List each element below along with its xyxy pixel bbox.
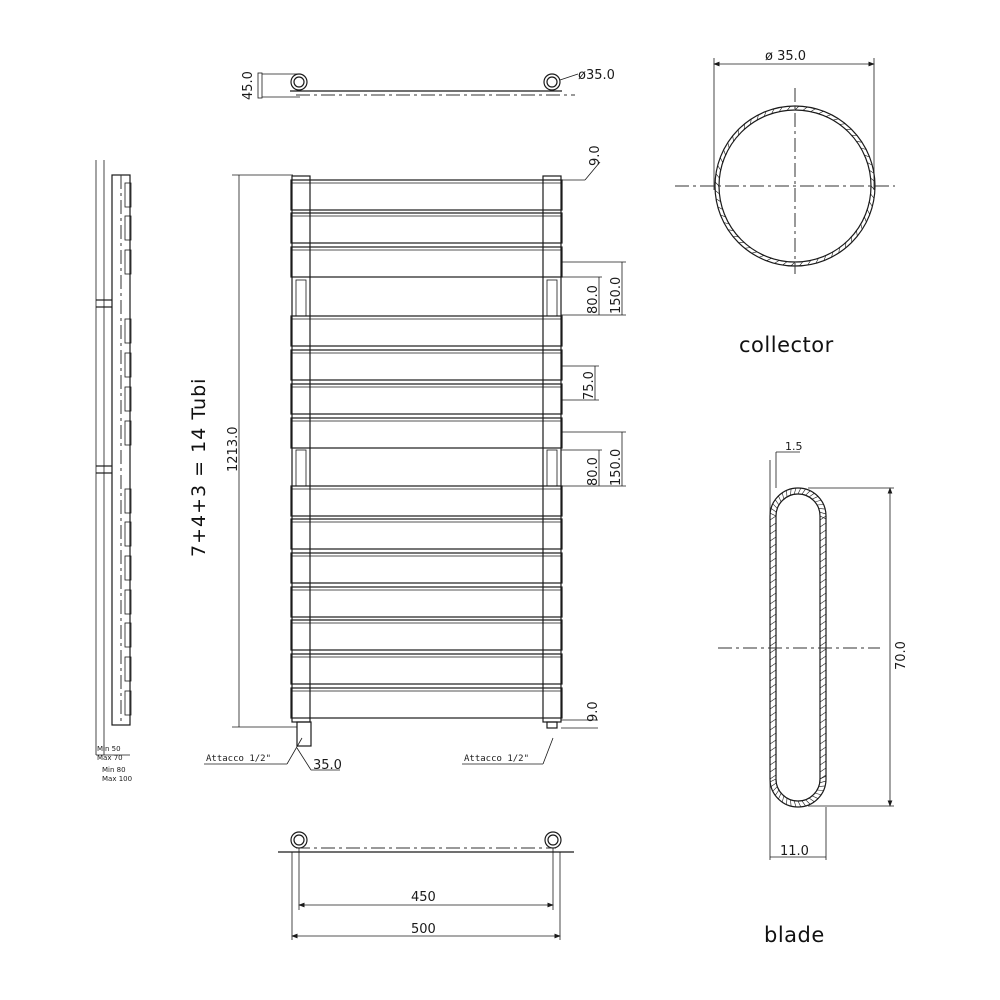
blade-hatch-line [802,801,806,806]
collector-hatch-line [791,262,795,266]
top-offset-dimension: 9.0 [588,145,603,166]
blade-hatch-line [809,798,814,802]
wall-max-1-label: Max 70 [97,754,123,762]
blade-hatch-line [790,800,791,806]
blade-hatch-line [770,593,776,597]
blade-hatch-line [820,628,826,632]
blade-hatch-line [790,489,791,495]
blade-hatch-line [820,649,826,653]
collector-section [675,49,895,357]
blade-hatch-line [778,793,781,799]
top-collector-diameter-dimension: ø35.0 [578,68,615,83]
blade-hatch-line [806,800,811,805]
blade-hatch-line [770,726,776,730]
blade-hatch-line [775,500,779,505]
blade-hatch-line [819,786,825,787]
collector-hatch-line [745,247,751,248]
collector-hatch-line [752,252,757,253]
blade-13 [291,654,562,684]
blade-hatch-line [794,488,796,494]
blade-hatch-line [809,493,814,497]
blade-6 [291,384,562,414]
blade-hatch-line [820,642,826,646]
overall-width-dimension: 500 [411,922,436,937]
blade-hatch-line [770,600,776,604]
blade-hatch-line [770,775,776,779]
blade-hatch-line [820,607,826,611]
blade-hatch-line [820,677,826,681]
blade-1 [291,180,562,210]
blade-14 [291,688,562,718]
blade-height-dimension: 70.0 [894,641,909,670]
blade-hatch-line [773,504,778,509]
blade-width-dimension: 11.0 [780,844,809,859]
blade-hatch-line [820,512,826,514]
blade-hatch-line [802,489,806,494]
top-view [241,68,615,100]
blade-hatch-line [817,504,823,505]
blade-hatch-line [786,490,787,496]
blade-hatch-line [770,516,776,520]
blade-hatch-line [770,551,776,555]
blade-10 [291,553,562,583]
blade-hatch-line [820,781,826,783]
blade-hatch-line [770,779,776,782]
blade-hatch-line [798,801,801,807]
blade-hatch-line [771,508,776,512]
blade-hatch-line [820,726,826,730]
blade-hatch-line [770,523,776,527]
blade-hatch-line [820,586,826,590]
collector-hatch-line [795,106,799,110]
blade-hatch-line [820,761,826,765]
side-view [96,160,132,783]
blade-hatch-line [770,754,776,758]
blade-hatch-line [770,628,776,632]
collector-hatch-line [774,260,779,263]
blade-hatch-line [770,747,776,751]
collector-hatch-line [715,182,719,186]
blade-hatch-line [782,493,784,499]
front-view [204,145,626,773]
blade-hatch-line [819,508,825,509]
collector-hatch-line [833,119,838,120]
blade-4 [291,316,562,346]
collector-hatch-line [716,174,719,178]
blade-hatch-line [820,558,826,562]
blade-hatch-line [770,698,776,702]
blade-hatch-line [820,733,826,737]
collector-hatch-line [869,202,872,207]
collector-hatch-line [861,224,862,229]
blade-hatch-line [820,776,826,779]
blade-hatch-line [820,600,826,604]
blade-hatch-line [770,614,776,618]
blade-hatch-line [770,621,776,625]
blade-hatch-line [770,712,776,716]
blade-hatch-line [806,491,811,496]
collector-hatch-line [724,150,726,155]
collector-hatch-line [818,111,823,113]
blade-hatch-line [770,768,776,772]
blade-hatch-line [770,635,776,639]
collector-caption: collector [739,333,834,357]
blade-hatch-line [770,719,776,723]
collector-hatch-line [867,209,869,214]
blade-hatch-line [820,530,826,534]
blade-hatch-line [775,790,779,795]
blade-hatch-line [820,712,826,716]
blade-2 [291,213,562,243]
gap-2-inner-dimension: 80.0 [586,457,601,486]
blade-hatch-line [770,691,776,695]
blade-hatch-line [820,544,826,548]
blade-9 [291,519,562,549]
blade-5 [291,350,562,380]
blade-hatch-line [820,551,826,555]
blade-hatch-line [770,642,776,646]
blade-hatch-line [794,801,796,807]
blade-hatch-line [820,698,826,702]
blade-hatch-line [773,787,778,792]
collector-hatch-line [864,217,866,222]
blade-hatch-line [820,523,826,527]
blade-hatch-line [820,740,826,744]
top-depth-dimension: 45.0 [241,71,256,100]
blade-hatch-line [820,656,826,660]
center-distance-dimension: 450 [411,890,436,905]
blade-hatch-line [817,790,823,791]
gap-1-inner-dimension: 80.0 [586,285,601,314]
collector-hatch-line [759,255,764,257]
blade-hatch-line [820,537,826,541]
blade-hatch-line [770,670,776,674]
blade-hatch-line [820,747,826,751]
blade-hatch-line [770,663,776,667]
blade-hatch-line [820,635,826,639]
blade-hatch-line [786,798,787,804]
blade-wall-thickness-dimension: 1.5 [785,440,803,453]
blade-hatch-line [798,488,801,494]
collector-hatch-line [803,107,807,110]
collector-hatch-line [728,143,729,148]
blade-hatch-line [770,513,776,516]
collector-hatch-line [856,231,857,237]
blade-hatch-line [820,768,826,772]
blade-hatch-line [770,684,776,688]
blade-hatch-line [820,670,826,674]
blade-hatch-line [820,593,826,597]
blade-hatch-line [820,719,826,723]
blade-hatch-line [770,607,776,611]
blade-11 [291,587,562,617]
blade-hatch-line [778,496,781,502]
blade-hatch-line [770,558,776,562]
collector-hatch-line [840,124,846,125]
blade-hatch-line [820,705,826,709]
wall-min-1-label: Min 50 [97,745,121,753]
blade-hatch-line [770,572,776,576]
spacer-bars [296,280,557,486]
blade-hatch-line [820,684,826,688]
blade-hatch-line [820,621,826,625]
collector-hatch-line [733,136,734,142]
blade-hatch-line [820,754,826,758]
collector-hatch-line [871,194,874,198]
blade-hatch-line [815,793,821,795]
blade-hatch-line [782,796,784,802]
blade-hatch-line [770,649,776,653]
blade-hatch-line [820,572,826,576]
blade-hatch-line [771,783,776,787]
blade-caption: blade [764,923,825,947]
middle-gap-dimension: 75.0 [582,371,597,400]
pipe-offset-dimension: 35.0 [313,758,342,773]
gap-1-outer-dimension: 150.0 [609,276,624,314]
collector-hatch-line [783,262,787,265]
blade-3 [291,247,562,277]
blade-hatch-line [820,614,826,618]
blade-hatch-line [820,663,826,667]
blade-section [718,440,909,947]
right-connection-label: Attacco 1/2" [464,754,530,764]
collector-hatch-line [718,165,721,170]
blade-hatch-line [770,579,776,583]
blade-hatch-line [770,565,776,569]
blade-hatch-line [770,761,776,765]
blade-hatch-line [820,565,826,569]
blades-group [291,180,562,718]
blade-hatch-line [820,579,826,583]
blade-8 [291,486,562,516]
blade-12 [291,620,562,650]
collector-hatch-line [826,115,831,117]
collector-hatch-line [811,109,816,112]
blade-hatch-line [770,677,776,681]
blade-hatch-line [770,656,776,660]
collector-hatch-line [767,258,772,260]
blade-hatch-line [770,705,776,709]
bottom-view [278,832,574,940]
blade-hatch-line [770,537,776,541]
collector-diameter-dimension: ø 35.0 [765,49,807,64]
blade-hatch-line [770,733,776,737]
bottom-offset-dimension: 9.0 [586,701,601,722]
gap-2-outer-dimension: 150.0 [609,448,624,486]
overall-height-dimension: 1213.0 [226,426,241,472]
blade-hatch-line [812,496,818,499]
left-connection-label: Attacco 1/2" [206,754,272,764]
wall-max-2-label: Max 100 [102,775,133,783]
blade-hatch-line [770,740,776,744]
blade-hatch-line [812,796,818,799]
blade-hatch-line [770,544,776,548]
blade-hatch-line [820,691,826,695]
blade-7 [291,418,562,448]
blade-hatch-line [815,500,821,502]
collector-hatch-line [720,158,722,163]
blade-hatch-line [770,530,776,534]
blade-hatch-line [770,586,776,590]
wall-min-2-label: Min 80 [102,766,126,774]
tubes-count-label: 7+4+3 = 14 Tubi [188,377,210,557]
